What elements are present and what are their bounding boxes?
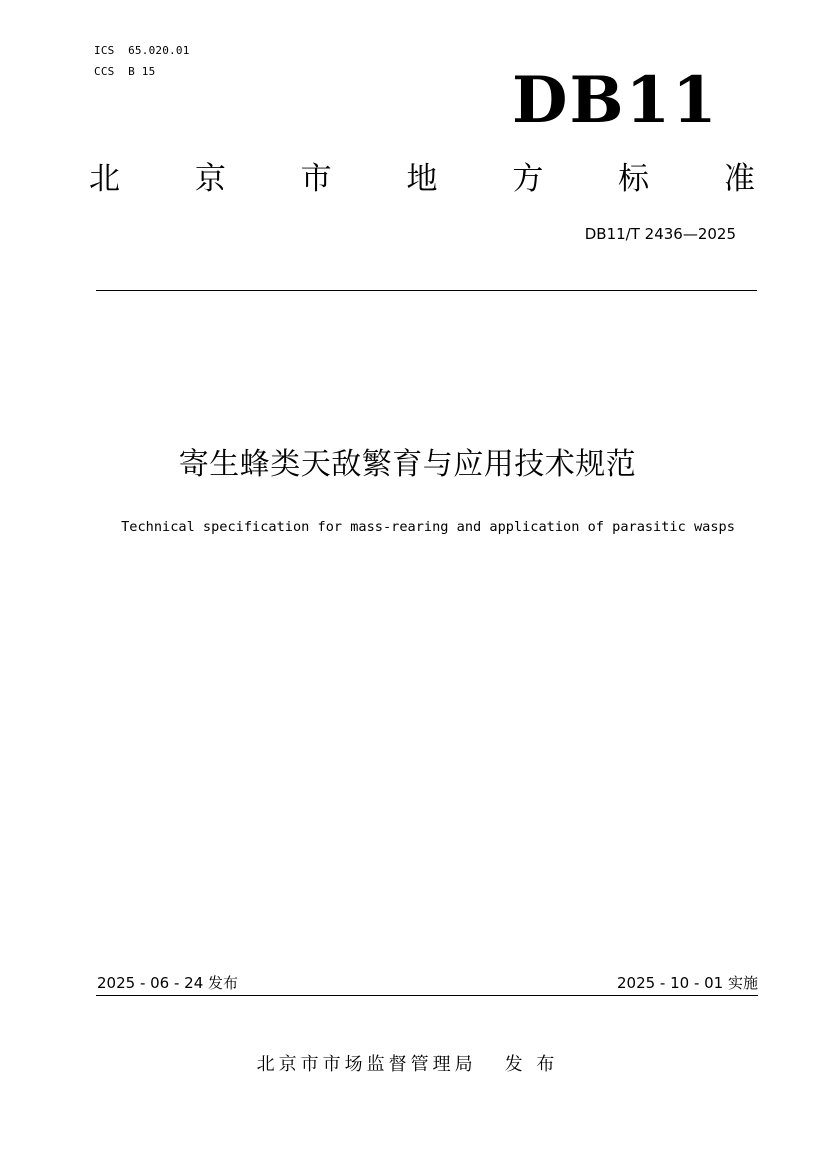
standard-type-char: 北 bbox=[89, 161, 120, 197]
standard-type-title bbox=[89, 157, 755, 201]
bottom-divider bbox=[96, 995, 758, 996]
standard-number: DB11/T 2436—2025 bbox=[584, 225, 736, 243]
standard-type-char: 市 bbox=[300, 161, 332, 197]
publisher-line bbox=[0, 1052, 815, 1078]
issuing-authority: 北京市市场监督管理局 bbox=[256, 1054, 477, 1075]
ccs-code: CCS B 15 bbox=[94, 65, 156, 78]
standard-type-char: 标 bbox=[618, 161, 650, 197]
effective-date: 2025 - 10 - 01 实施 bbox=[616, 974, 758, 992]
standard-type-char: 京 bbox=[194, 161, 226, 197]
top-divider bbox=[96, 290, 757, 291]
classification-codes bbox=[94, 40, 190, 82]
document-title-chinese: 寄生蜂类天敌繁育与应用技术规范 bbox=[178, 447, 637, 482]
document-title-english: Technical specification for mass-rearing and application of parasitic wasps bbox=[121, 519, 735, 535]
standard-type-char: 准 bbox=[723, 161, 755, 197]
standard-type-char: 方 bbox=[512, 161, 544, 197]
issue-date: 2025 - 06 - 24 发布 bbox=[97, 974, 239, 992]
standard-type-char: 地 bbox=[406, 161, 438, 197]
standard-mark: DB11 bbox=[512, 63, 719, 138]
ics-code: ICS 65.020.01 bbox=[94, 44, 190, 57]
publish-label: 发 布 bbox=[504, 1054, 559, 1075]
